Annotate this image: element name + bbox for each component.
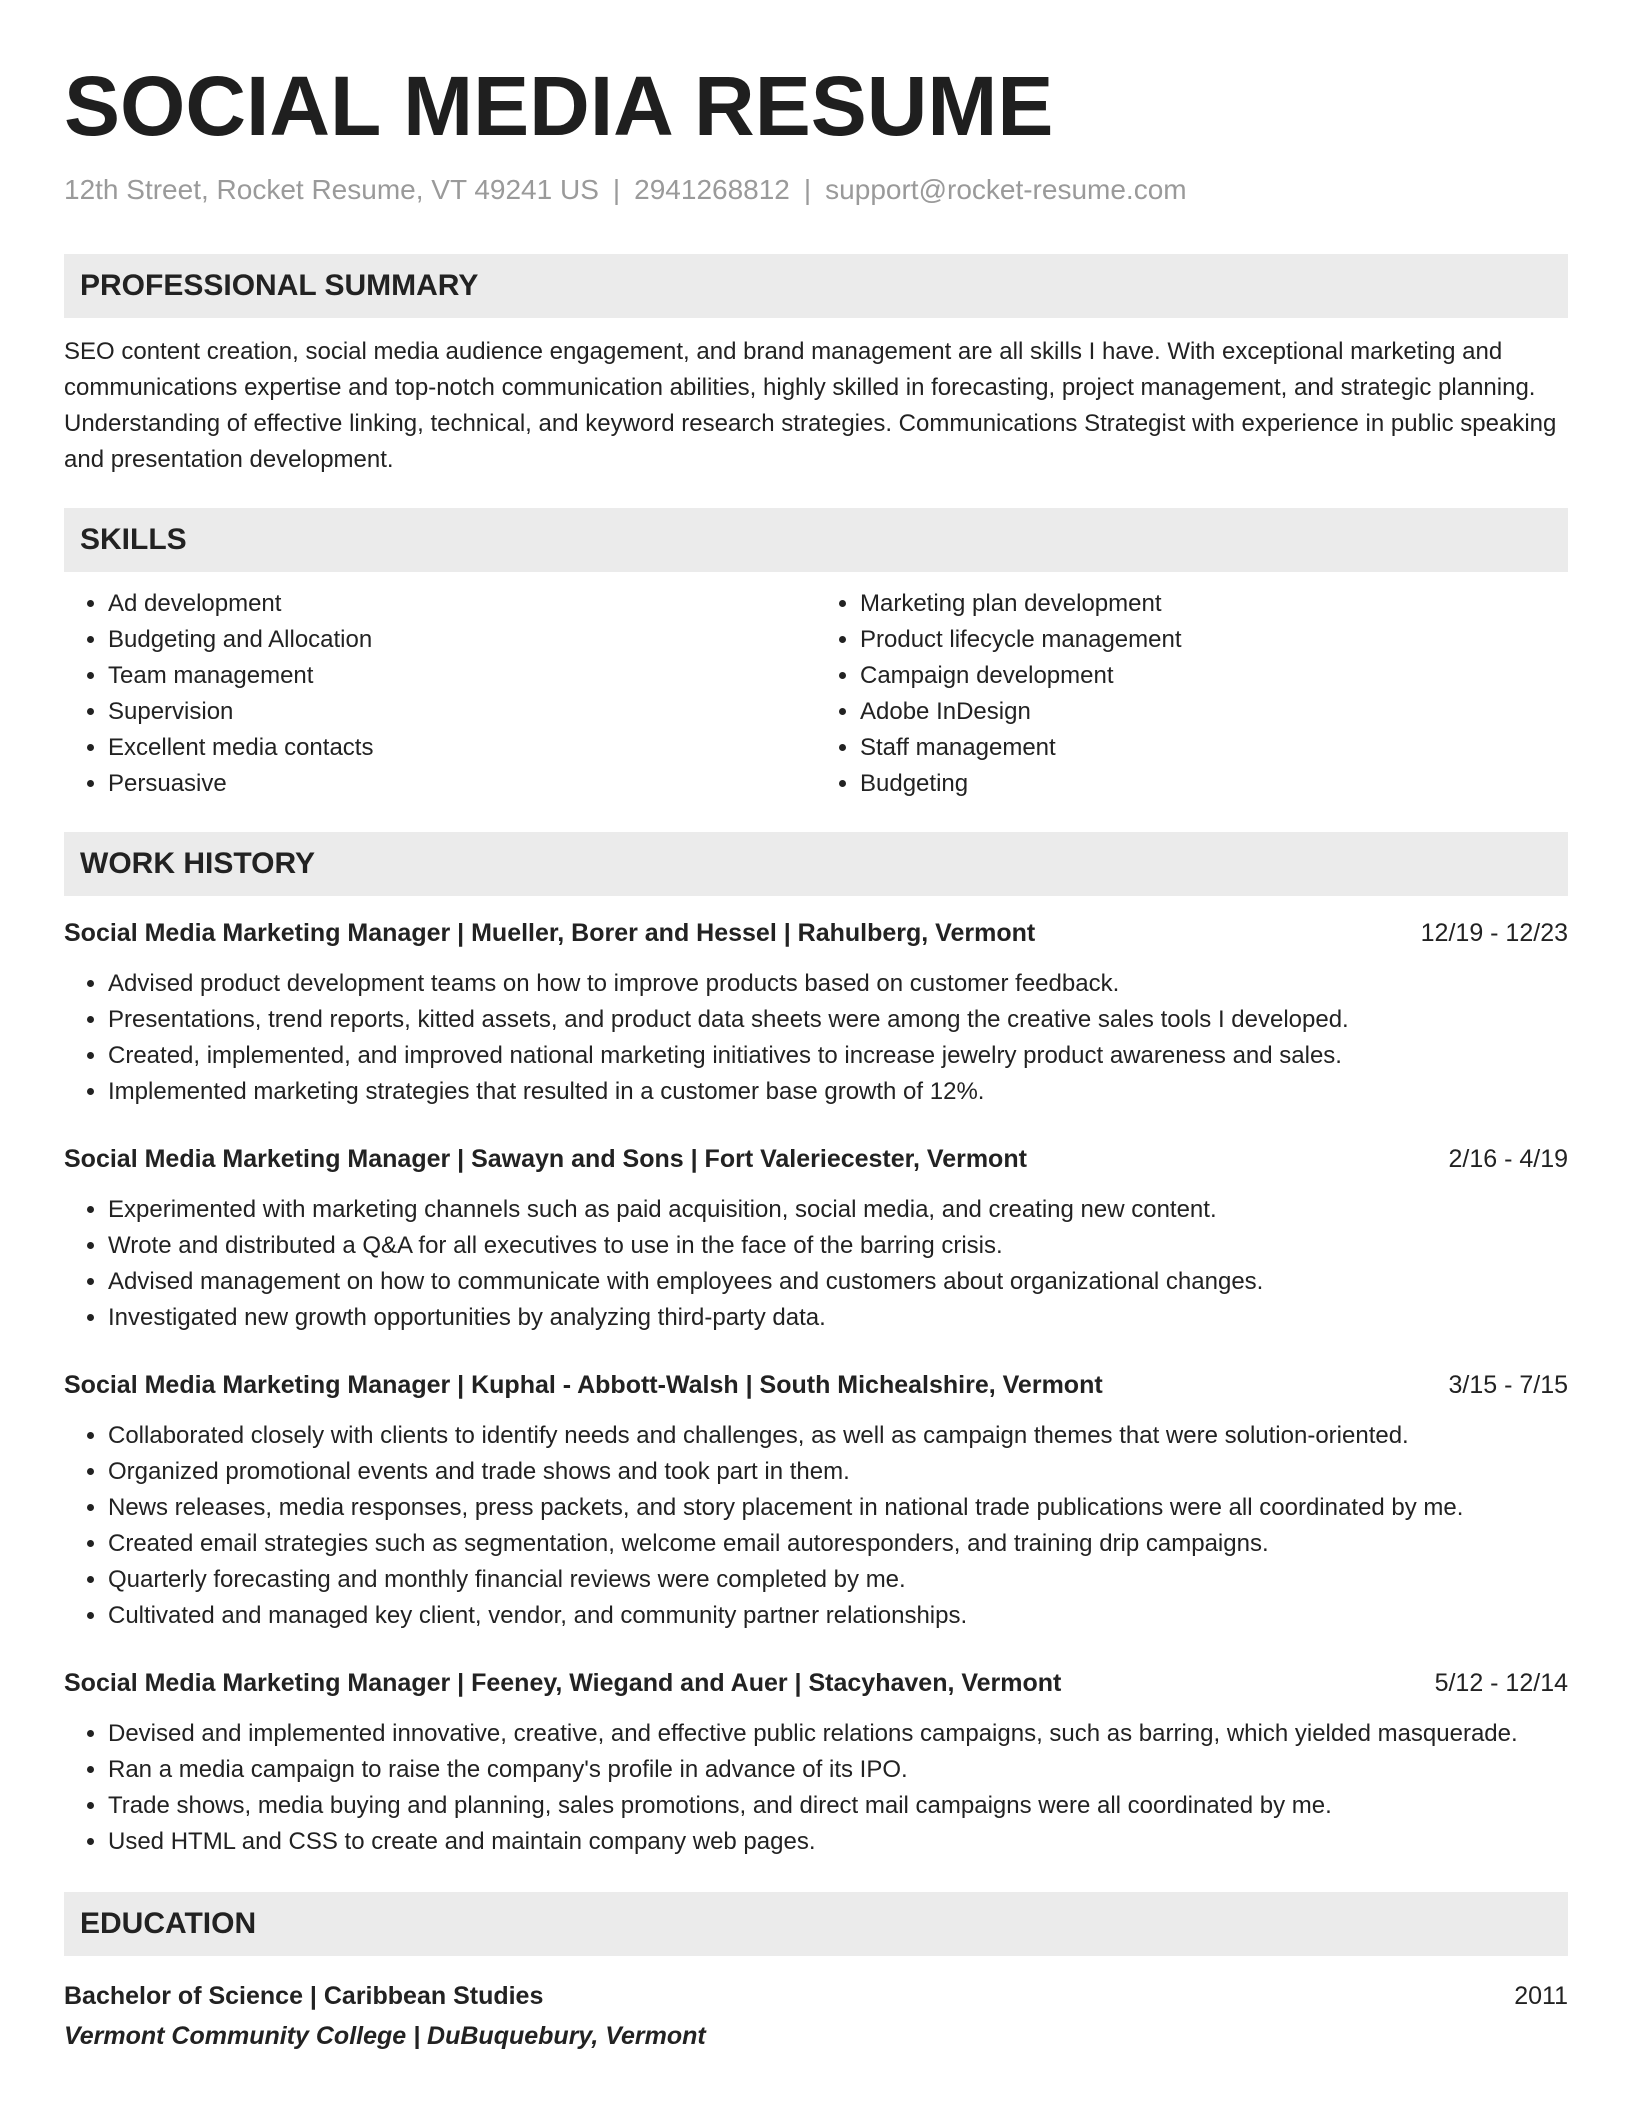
job-bullet: • Created, implemented, and improved national marketing initiatives to increase jewelry product awareness and sales. — [108, 1038, 1568, 1074]
job-bullet: • Advised management on how to communicate with employees and customers about organizational changes. — [108, 1264, 1568, 1300]
job-title: Social Media Marketing Manager | Sawayn and Sons | Fort Valeriecester, Vermont — [64, 1145, 1027, 1173]
job-title: Social Media Marketing Manager | Feeney, Wiegand and Auer | Stacyhaven, Vermont — [64, 1669, 1062, 1697]
job-bullet: • News releases, media responses, press packets, and story placement in national trade publications were all coordinated by me. — [108, 1490, 1568, 1526]
section-heading-skills: SKILLS — [64, 508, 1568, 572]
job-bullet: • Used HTML and CSS to create and maintain company web pages. — [108, 1824, 1568, 1860]
skills-list-right — [816, 586, 1568, 802]
skill-item: • Persuasive — [108, 766, 816, 802]
education-entry — [64, 1976, 1568, 2056]
skills-list-left — [64, 586, 816, 802]
job-bullet: • Advised product development teams on how to improve products based on customer feedback. — [108, 966, 1568, 1002]
education-year: 2011 — [1514, 1982, 1568, 2010]
contact-separator: | — [803, 174, 812, 205]
job-header — [64, 916, 1568, 950]
contact-email: support@rocket-resume.com — [825, 174, 1187, 205]
job-entry — [64, 1368, 1568, 1634]
contact-separator: | — [612, 174, 621, 205]
job-bullet: • Investigated new growth opportunities by analyzing third-party data. — [108, 1300, 1568, 1336]
skills-grid — [64, 586, 1568, 802]
job-title: Social Media Marketing Manager | Kuphal - Abbott-Walsh | South Michealshire, Vermont — [64, 1371, 1103, 1399]
job-bullets — [64, 966, 1568, 1110]
contact-address: 12th Street, Rocket Resume, VT 49241 US — [64, 174, 599, 205]
job-header — [64, 1142, 1568, 1176]
skill-item: • Adobe InDesign — [860, 694, 1568, 730]
skill-item: • Staff management — [860, 730, 1568, 766]
education-degree: Bachelor of Science | Caribbean Studies — [64, 1982, 544, 2010]
job-bullet: • Organized promotional events and trade shows and took part in them. — [108, 1454, 1568, 1490]
skill-item: • Campaign development — [860, 658, 1568, 694]
education-school: Vermont Community College | DuBuquebury, Vermont — [64, 2022, 706, 2050]
skill-item: • Team management — [108, 658, 816, 694]
job-title: Social Media Marketing Manager | Mueller, Borer and Hessel | Rahulberg, Vermont — [64, 919, 1036, 947]
contact-phone: 2941268812 — [634, 174, 790, 205]
job-bullets — [64, 1716, 1568, 1860]
job-entry — [64, 916, 1568, 1110]
summary-text: SEO content creation, social media audience engagement, and brand management are all skills I have. With exceptional marketing and communications expertise and top-notch communication abilities, highly skilled in forecasting, project management, and strategic planning. Understanding of effective linking, technical, and keyword research strategies. Communications Strategist with experience in public speaking and presentation development. — [64, 338, 1557, 473]
skill-item: • Budgeting and Allocation — [108, 622, 816, 658]
education-header — [64, 1976, 1568, 2016]
skill-item: • Budgeting — [860, 766, 1568, 802]
job-bullet: • Experimented with marketing channels such as paid acquisition, social media, and creating new content. — [108, 1192, 1568, 1228]
section-heading-work: WORK HISTORY — [64, 832, 1568, 896]
job-bullet: • Trade shows, media buying and planning, sales promotions, and direct mail campaigns were all coordinated by me. — [108, 1788, 1568, 1824]
job-bullet: • Collaborated closely with clients to identify needs and challenges, as well as campaign themes that were solution-oriented. — [108, 1418, 1568, 1454]
job-bullet: • Created email strategies such as segmentation, welcome email autoresponders, and training drip campaigns. — [108, 1526, 1568, 1562]
job-dates: 3/15 - 7/15 — [1448, 1371, 1568, 1399]
job-bullet: • Devised and implemented innovative, creative, and effective public relations campaigns, such as barring, which yielded masquerade. — [108, 1716, 1568, 1752]
skill-item: • Ad development — [108, 586, 816, 622]
job-dates: 2/16 - 4/19 — [1448, 1145, 1568, 1173]
skill-item: • Supervision — [108, 694, 816, 730]
section-heading-education: EDUCATION — [64, 1892, 1568, 1956]
job-bullet: • Ran a media campaign to raise the company's profile in advance of its IPO. — [108, 1752, 1568, 1788]
job-header — [64, 1368, 1568, 1402]
job-bullet: • Wrote and distributed a Q&A for all executives to use in the face of the barring crisis. — [108, 1228, 1568, 1264]
job-bullets — [64, 1418, 1568, 1634]
skill-item: • Marketing plan development — [860, 586, 1568, 622]
job-header — [64, 1666, 1568, 1700]
job-entry — [64, 1666, 1568, 1860]
job-bullet: • Presentations, trend reports, kitted assets, and product data sheets were among the creative sales tools I developed. — [108, 1002, 1568, 1038]
skill-item: • Excellent media contacts — [108, 730, 816, 766]
job-bullet: • Cultivated and managed key client, vendor, and community partner relationships. — [108, 1598, 1568, 1634]
job-entry — [64, 1142, 1568, 1336]
job-dates: 5/12 - 12/14 — [1434, 1669, 1568, 1697]
contact-line — [64, 170, 1568, 210]
section-heading-summary: PROFESSIONAL SUMMARY — [64, 254, 1568, 318]
job-bullets — [64, 1192, 1568, 1336]
resume-title: SOCIAL MEDIA RESUME — [64, 59, 1054, 153]
skill-item: • Product lifecycle management — [860, 622, 1568, 658]
job-bullet: • Implemented marketing strategies that resulted in a customer base growth of 12%. — [108, 1074, 1568, 1110]
job-bullet: • Quarterly forecasting and monthly financial reviews were completed by me. — [108, 1562, 1568, 1598]
job-dates: 12/19 - 12/23 — [1420, 919, 1568, 947]
